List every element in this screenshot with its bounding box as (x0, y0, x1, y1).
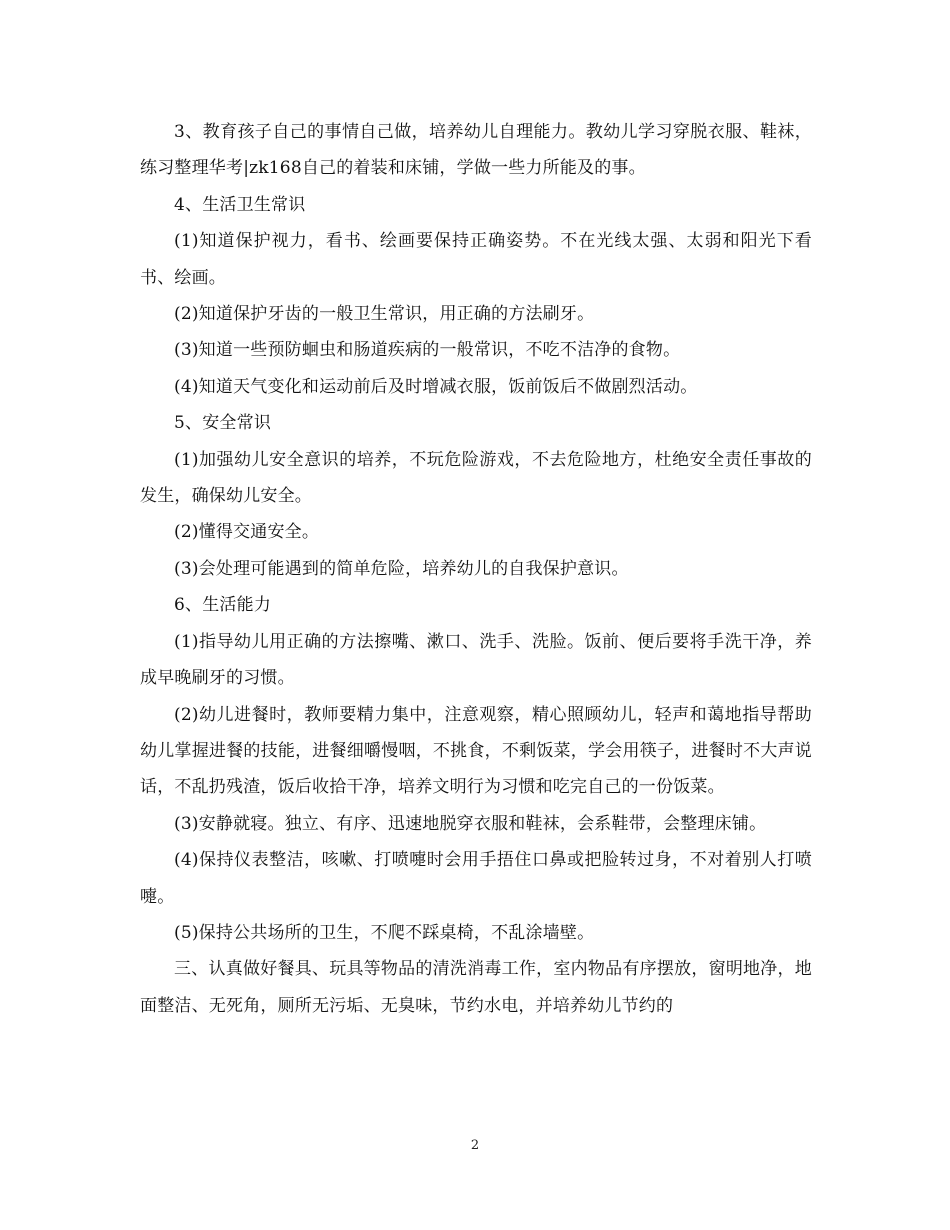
paragraph-traffic-safety: (2)懂得交通安全。 (174, 522, 320, 543)
paragraph-meals: (2)幼儿进餐时，教师要精力集中，注意观察，精心照顾幼儿，轻声和蔼地指导帮助幼儿掌握进餐的技能，进餐细嚼慢咽，不挑食，不剩饭菜，学会用筷子，进餐时不大声说话，不乱扔残渣，饭后收拾干净，培养文明行为习惯和吃完自己的一份饭菜。 (140, 704, 812, 798)
paragraph-disinfection: 三、认真做好餐具、玩具等物品的清洗消毒工作，室内物品有序摆放，窗明地净，地面整洁、无死角，厕所无污垢、无臭味，节约水电，并培养幼儿节约的 (140, 959, 812, 1016)
paragraph-eyesight: (1)知道保护视力，看书、绘画要保持正确姿势。不在光线太强、太弱和阳光下看书、绘画。 (140, 231, 812, 288)
paragraph-teeth: (2)知道保护牙齿的一般卫生常识，用正确的方法刷牙。 (174, 304, 595, 325)
page-number: 2 (470, 1138, 480, 1153)
paragraph-sleep: (3)安静就寝。独立、有序、迅速地脱穿衣服和鞋袜，会系鞋带，会整理床铺。 (174, 813, 767, 834)
paragraph-self-protection: (3)会处理可能遇到的简单危险，培养幼儿的自我保护意识。 (174, 558, 629, 579)
paragraph-disease-prevention: (3)知道一些预防蛔虫和肠道疾病的一般常识，不吃不洁净的食物。 (174, 340, 681, 361)
paragraph-appearance: (4)保持仪表整洁，咳嗽、打喷嚏时会用手捂住口鼻或把脸转过身，不对着别人打喷嚏。 (140, 850, 812, 907)
paragraph-clothing-activity: (4)知道天气变化和运动前后及时增减衣服，饭前饭后不做剧烈活动。 (174, 376, 698, 397)
paragraph-self-care: 3、教育孩子自己的事情自己做，培养幼儿自理能力。教幼儿学习穿脱衣服、鞋袜，练习整理华考|zk168自己的着装和床铺，学做一些力所能及的事。 (140, 122, 812, 179)
paragraph-washing: (1)指导幼儿用正确的方法擦嘴、漱口、洗手、洗脸。饭前、便后要将手洗干净，养成早晚刷牙的习惯。 (140, 631, 812, 689)
heading-safety-knowledge: 5、安全常识 (174, 413, 272, 434)
heading-hygiene-knowledge: 4、生活卫生常识 (174, 194, 306, 215)
paragraph-public-hygiene: (5)保持公共场所的卫生，不爬不踩桌椅，不乱涂墙壁。 (174, 922, 595, 943)
heading-life-skills: 6、生活能力 (174, 595, 272, 616)
paragraph-safety-awareness: (1)加强幼儿安全意识的培养，不玩危险游戏，不去危险地方，杜绝安全责任事故的发生，确保幼儿安全。 (140, 449, 812, 507)
document-body (140, 114, 812, 1024)
